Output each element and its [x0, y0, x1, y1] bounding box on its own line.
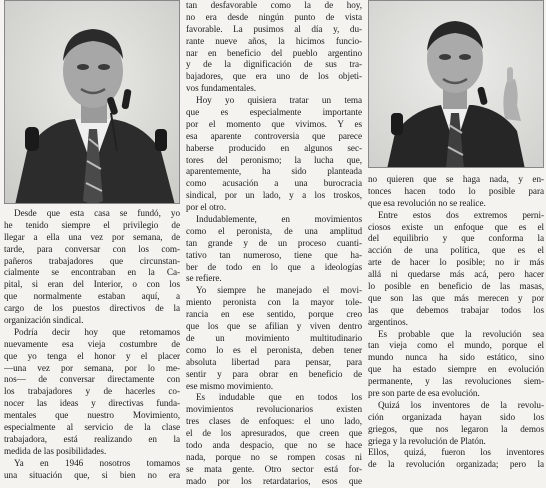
text-line: especialmente al servicio de la clase: [4, 422, 180, 433]
text-line: he tenido siempre el privilegio de: [4, 219, 180, 230]
text-line: mado por los retardatarios, esos que: [186, 475, 362, 486]
text-line: que ha estado siempre en evolución: [368, 364, 544, 375]
text-line: absoluta libertad para pensar, para: [186, 356, 362, 367]
text-line: pre son parte de esa evolución.: [368, 388, 480, 399]
text-line: rante nueve años, la hicimos funcio-: [186, 35, 362, 46]
text-line: tres clases de enfoques: el uno lado,: [186, 416, 362, 427]
text-line: Desde que esta casa se fundó, yo: [14, 208, 180, 218]
text-line: y de la dignificación de sus tra-: [186, 59, 362, 70]
text-line: Ellos, quizá, fueron los inventores: [368, 447, 544, 458]
middle-column-text: [186, 0, 362, 488]
text-line: argentinos.: [368, 316, 408, 327]
text-line: nuevamente esa vieja costumbre de: [4, 338, 180, 349]
text-line: sindical, por un lado, y a los troskos,: [186, 190, 362, 201]
text-line: que los que se afilian y viven dentro: [186, 321, 362, 332]
text-line: que es especialmente importante: [186, 107, 362, 118]
text-line: ción organizada hayan sido los: [368, 411, 544, 422]
text-line: —una vez por semana, por lo me-: [4, 362, 180, 373]
right-column-text: [368, 174, 544, 471]
text-line: del equilibrio y que conforma la: [368, 233, 544, 244]
text-line: como lo es el peronista, deben tener: [186, 344, 362, 355]
text-line: permanente, y las revoluciones siem-: [368, 376, 544, 387]
text-line: por el otro.: [186, 202, 226, 213]
text-line: ciosos existe un enfoque que es el: [368, 221, 544, 232]
text-line: pañeros trabajadores que circunstan-: [4, 255, 180, 266]
text-line: arte de hacer lo posible; no ir más: [368, 257, 544, 268]
text-line: que esa revolución no se realice.: [368, 197, 486, 208]
text-line: que son las que más merecen y por: [368, 292, 544, 303]
speaker-photo-right-image: [369, 1, 544, 168]
text-line: esa aparente controversia que parece: [186, 130, 362, 141]
text-line: Hoy yo quisiera tratar un tema: [196, 95, 362, 106]
text-line: favorable. La pusimos al día y, du-: [186, 23, 362, 34]
text-line: ese mismo movimiento.: [186, 380, 273, 391]
text-line: Es indudable que en todos los: [196, 392, 362, 403]
text-line: organización sindical.: [4, 315, 84, 326]
text-line: llegar a ella una vez por semana, de: [4, 231, 180, 242]
text-line: por el momento que vivimos. Y es: [186, 118, 362, 129]
text-line: bajadores, que era uno de los objeti-: [186, 71, 362, 82]
text-line: tores del peronismo; la lucha que,: [186, 154, 362, 165]
text-line: Yo siempre he manejado el movi-: [196, 285, 362, 296]
text-line: como acusación a una burocracia: [186, 178, 362, 189]
text-line: acción de una política, que es el: [368, 245, 544, 256]
speaker-photo-right: [368, 0, 544, 168]
text-line: nada, porque no se rompen cosas ni: [186, 451, 362, 462]
text-line: el de los apresurados, que creen que: [186, 428, 362, 439]
text-line: aparentemente, ha sido planteada: [186, 166, 362, 177]
text-line: que normalmente estaban aquí, a: [4, 291, 180, 302]
text-line: se mata gente. Otro sector está for-: [186, 463, 362, 474]
column-left: [4, 0, 180, 481]
text-line: de un movimiento multitudinario: [186, 332, 362, 343]
text-line: una situación que, si bien no era: [4, 469, 180, 480]
text-line: lo posible en beneficio de las masas,: [368, 281, 544, 292]
text-line: no era desde ningún punto de vista: [186, 11, 362, 22]
text-line: allá ni quedarse más acá, pero hacer: [368, 269, 544, 280]
column-right: [368, 0, 544, 471]
text-line: nocer las ideas y directivas funda-: [4, 398, 180, 409]
text-line: griega y la revolución de Platón.: [368, 435, 486, 446]
text-line: todo anda despacio, que no se hace: [186, 439, 362, 450]
text-line: mundo nunca ha sido estático, sino: [368, 352, 544, 363]
text-line: cialmente se encontraban en la Ca-: [4, 267, 180, 278]
text-line: Podría decir hoy que retomamos: [14, 326, 180, 337]
text-line: haberse producido en algunos sec-: [186, 142, 362, 153]
text-line: vos fundamentales.: [186, 83, 257, 94]
text-line: trabajadora, está realizando en la: [4, 433, 180, 444]
column-middle: [186, 0, 362, 488]
text-line: nos— de conversar directamente con: [4, 374, 180, 385]
text-line: tativo tan numeroso, tiene que ha-: [186, 249, 362, 260]
text-line: tan desfavorable como la de hoy,: [186, 0, 362, 10]
text-line: pital, si eran del Interior, o con los: [4, 279, 180, 290]
text-line: griegos, que nos legaron la demos: [368, 423, 544, 434]
text-line: tan vieja como el mundo, porque el: [368, 340, 544, 351]
text-line: sentir y para obrar en beneficio de: [186, 368, 362, 379]
speaker-photo-left: [4, 0, 180, 204]
text-line: tan grande y de un proceso cuanti-: [186, 237, 362, 248]
text-line: Quizá los inventores de la revolu-: [378, 399, 544, 410]
text-line: Indudablemente, en movimientos: [196, 214, 362, 225]
text-line: se refiere.: [186, 273, 222, 284]
text-line: miento peronista con la mayor tole-: [186, 297, 362, 308]
text-line: tarde, para conversar con los com-: [4, 243, 180, 254]
text-line: Ya en 1946 nosotros tomamos: [14, 457, 180, 468]
text-line: movimientos revolucionarios existen: [186, 404, 362, 415]
text-line: Es probable que la revolución sea: [378, 328, 544, 339]
text-line: los trabajadores y de hacerles co-: [4, 386, 180, 397]
text-line: las que debemos trabajar todos los: [368, 304, 544, 315]
text-line: cargo de los puestos directivos de la: [4, 303, 180, 314]
text-line: Entre estos dos extremos perni-: [378, 209, 544, 220]
text-line: ber de todo en lo que a ideologías: [186, 261, 362, 272]
text-line: nar en beneficio del pueblo argentino: [186, 47, 362, 58]
text-line: de la revolución organizada; pero la: [368, 459, 544, 470]
text-line: mentales que nuestro Movimiento,: [4, 410, 180, 421]
text-line: tonces hacen todo lo posible para: [368, 185, 544, 196]
text-line: como el peronista, de una amplitud: [186, 225, 362, 236]
text-line: no quieren que se haga nada, y en-: [368, 174, 544, 184]
text-line: que yo tenga el honor y el placer: [4, 350, 180, 361]
text-line: rancia en ese sentido, porque creo: [186, 309, 362, 320]
text-line: medida de las posibilidades.: [4, 445, 107, 456]
speaker-photo-left-image: [5, 1, 180, 204]
left-column-text: [4, 208, 180, 481]
